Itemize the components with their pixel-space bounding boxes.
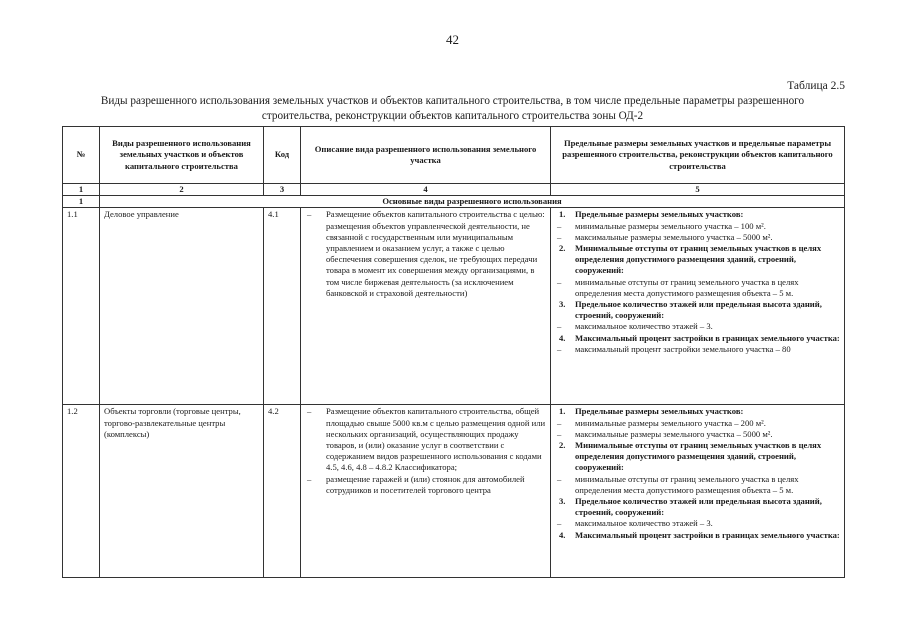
land-use-table [62, 126, 845, 578]
table-row [63, 405, 845, 578]
parameter-title: Предельные размеры земельных участков: [575, 406, 744, 417]
description-item: – размещение гаражей и (или) стоянок для автомобилей сотрудников и посетителей торгового центра [305, 474, 546, 496]
column-number-row [63, 184, 845, 196]
column-number: 5 [551, 184, 845, 196]
column-number: 1 [63, 184, 100, 196]
table-label: Таблица 2.5 [787, 80, 845, 92]
parameter-title: Предельное количество этажей или предельная высота зданий, строений, сооружений: [575, 299, 822, 321]
parameter-number: 2. [559, 243, 566, 254]
header-use-type: Виды разрешенного использования земельных участков и объектов капитального строительства [100, 127, 264, 184]
description-item: – Размещение объектов капитального строительства, общей площадью свыше 5000 кв.м с целью размещения одной или нескольких организаций, осуществляющих продажу товаров, и (или) оказание услуг в соответствии с содержанием видов разрешенного использования с кодами 4.5, 4.6, 4.8 – 4.8.2 Классификатора; [305, 406, 546, 473]
parameter-value: – максимальные размеры земельного участка – 5000 м². [555, 429, 840, 440]
section-row [63, 196, 845, 208]
header-description: Описание вида разрешенного использования земельного участка [301, 127, 551, 184]
parameter-value: – минимальные размеры земельного участка – 200 м². [555, 418, 840, 429]
parameter-number: 3. [559, 496, 566, 507]
parameter-value: – максимальные размеры земельного участка – 5000 м². [555, 232, 840, 243]
parameter-heading [555, 406, 840, 417]
row-use-type: Деловое управление [100, 208, 264, 405]
page-number: 42 [446, 32, 459, 47]
table-title: Виды разрешенного использования земельных участков и объектов капитального строительства, в том числе предельные параметры разрешенного строительства, реконструкции объектов капитального строительства зоны ОД-2 [100, 95, 805, 122]
column-number: 2 [100, 184, 264, 196]
parameter-value: – максимальный процент застройки земельного участка – 80 [555, 344, 840, 355]
parameter-title: Максимальный процент застройки в границах земельного участка: [575, 332, 840, 343]
parameter-number: 1. [559, 209, 566, 220]
parameter-heading [555, 333, 840, 344]
row-parameters [551, 405, 845, 578]
parameter-number: 1. [559, 406, 566, 417]
row-code: 4.1 [264, 208, 301, 405]
parameter-number: 4. [559, 332, 566, 343]
section-number: 1 [63, 196, 100, 208]
parameter-heading [555, 440, 840, 474]
parameter-title: Предельное количество этажей или предельная высота зданий, строений, сооружений: [575, 496, 822, 518]
row-use-type: Объекты торговли (торговые центры, торгово-развлекательные центры (комплексы) [100, 405, 264, 578]
row-code: 4.2 [264, 405, 301, 578]
header-code: Код [264, 127, 301, 184]
parameters-list [555, 209, 840, 355]
parameter-value: – минимальные отступы от границ земельного участка в целях определения места допустимого размещения объекта – 5 м. [555, 277, 840, 299]
parameter-title: Предельные размеры земельных участков: [575, 209, 744, 220]
row-number: 1.1 [63, 208, 100, 405]
parameter-number: 4. [559, 529, 566, 540]
parameter-value: – минимальные размеры земельного участка – 100 м². [555, 221, 840, 232]
column-number: 3 [264, 184, 301, 196]
parameter-heading [555, 243, 840, 277]
table-header-row [63, 127, 845, 184]
column-number: 4 [301, 184, 551, 196]
description-list [305, 406, 546, 496]
parameter-value: – минимальные отступы от границ земельного участка в целях определения места допустимого размещения объекта – 5 м. [555, 474, 840, 496]
header-number: № [63, 127, 100, 184]
description-item: – Размещение объектов капитального строительства с целью: размещения объектов управленческой деятельности, не связанной с государственным или муниципальным управлением и оказанием услуг, а также с целью обеспечения совершения сделок, не требующих передачи товара в момент их совершения между организациями, в том числе биржевая деятельность (за исключением банковской и страховой деятельности) [305, 209, 546, 299]
row-description [301, 405, 551, 578]
parameter-title: Максимальный процент застройки в границах земельного участка: [575, 529, 840, 540]
parameter-heading [555, 209, 840, 220]
parameter-title: Минимальные отступы от границ земельных участков в целях определения допустимого размещения зданий, строений, сооружений: [575, 440, 822, 473]
header-parameters: Предельные размеры земельных участков и предельные параметры разрешенного строительства, реконструкции объектов капитального строительства [551, 127, 845, 184]
parameter-heading [555, 299, 840, 321]
parameter-heading [555, 496, 840, 518]
row-description [301, 208, 551, 405]
parameters-list [555, 406, 840, 540]
parameter-value: – максимальное количество этажей – 3. [555, 518, 840, 529]
table-row [63, 208, 845, 405]
parameter-heading [555, 530, 840, 541]
parameter-number: 2. [559, 440, 566, 451]
parameter-title: Минимальные отступы от границ земельных участков в целях определения допустимого размещения зданий, строений, сооружений: [575, 243, 822, 276]
description-list [305, 209, 546, 299]
row-number: 1.2 [63, 405, 100, 578]
row-parameters [551, 208, 845, 405]
parameter-number: 3. [559, 299, 566, 310]
section-title: Основные виды разрешенного использования [100, 196, 845, 208]
parameter-value: – максимальное количество этажей – 3. [555, 321, 840, 332]
